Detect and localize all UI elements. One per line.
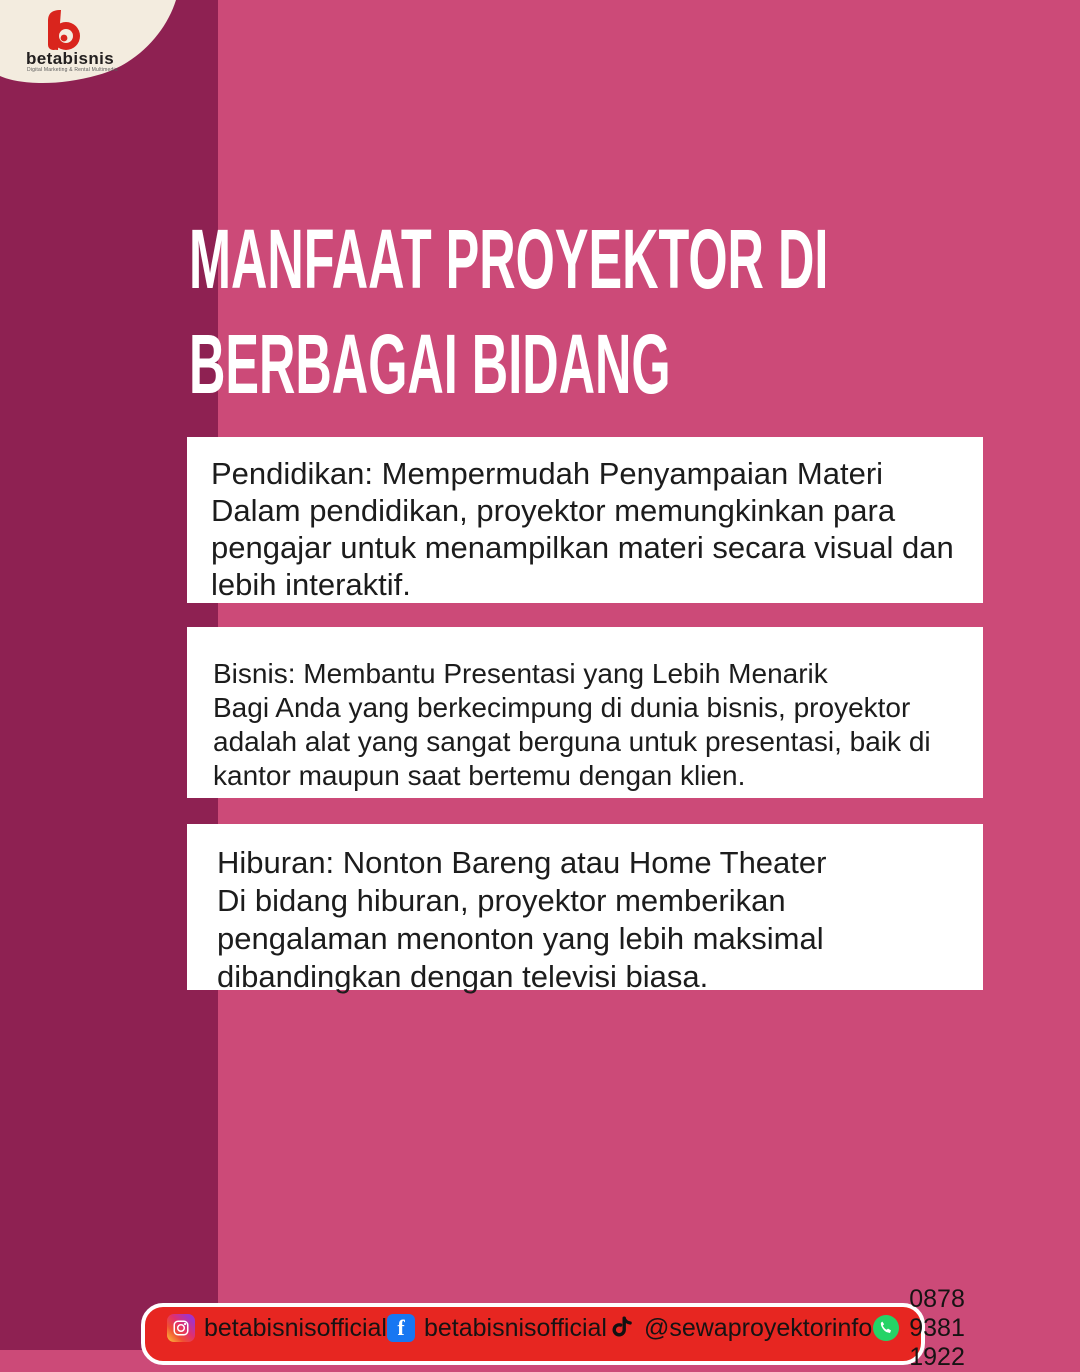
footer-contact-bar <box>141 1284 965 1371</box>
b-icon <box>42 6 82 52</box>
tiktok-handle: @sewaproyektorinfo <box>643 1313 873 1342</box>
facebook-icon: f <box>387 1314 415 1342</box>
instagram-icon <box>167 1314 195 1342</box>
left-accent-column <box>0 0 218 1350</box>
card-body: Di bidang hiburan, proyektor memberikan pengalaman menonton yang lebih maksimal dibandingkan dengan televisi biasa. <box>217 883 824 994</box>
card-heading: Hiburan: Nonton Bareng atau Home Theater <box>217 845 827 880</box>
card-body: Dalam pendidikan, proyektor memungkinkan para pengajar untuk menampilkan materi secara visual dan lebih interaktif. <box>211 493 954 602</box>
brand-name: betabisnis <box>26 49 115 68</box>
brand-logo <box>0 0 180 100</box>
page-title-line2: BERBAGAI BIDANG <box>189 317 671 411</box>
social-item-tiktok[interactable] <box>607 1314 872 1343</box>
card-body: Bagi Anda yang berkecimpung di dunia bisnis, proyektor adalah alat yang sangat berguna untuk presentasi, baik di kantor maupun saat bertemu dengan klien. <box>213 692 931 791</box>
whatsapp-icon <box>872 1314 900 1342</box>
page-title <box>189 207 1080 417</box>
brand-tagline: Digital Marketing & Rental Multimedia <box>27 67 118 73</box>
social-item-instagram[interactable] <box>167 1314 387 1343</box>
card-heading: Bisnis: Membantu Presentasi yang Lebih Menarik <box>213 658 828 689</box>
social-item-facebook[interactable] <box>387 1314 607 1343</box>
facebook-handle: betabisnisofficial <box>423 1313 607 1342</box>
social-item-whatsapp[interactable] <box>872 1285 965 1372</box>
benefit-card-bisnis <box>187 627 983 798</box>
card-heading: Pendidikan: Mempermudah Penyampaian Materi <box>211 456 884 491</box>
tiktok-icon <box>607 1314 635 1342</box>
page-title-line1: MANFAAT PROYEKTOR DI <box>189 212 829 306</box>
whatsapp-number: 0878 9381 1922 <box>909 1284 965 1371</box>
benefit-card-hiburan <box>187 824 983 994</box>
footer-inner-row <box>145 1284 965 1371</box>
instagram-handle: betabisnisofficial <box>204 1313 387 1342</box>
benefit-card-pendidikan <box>187 437 983 603</box>
